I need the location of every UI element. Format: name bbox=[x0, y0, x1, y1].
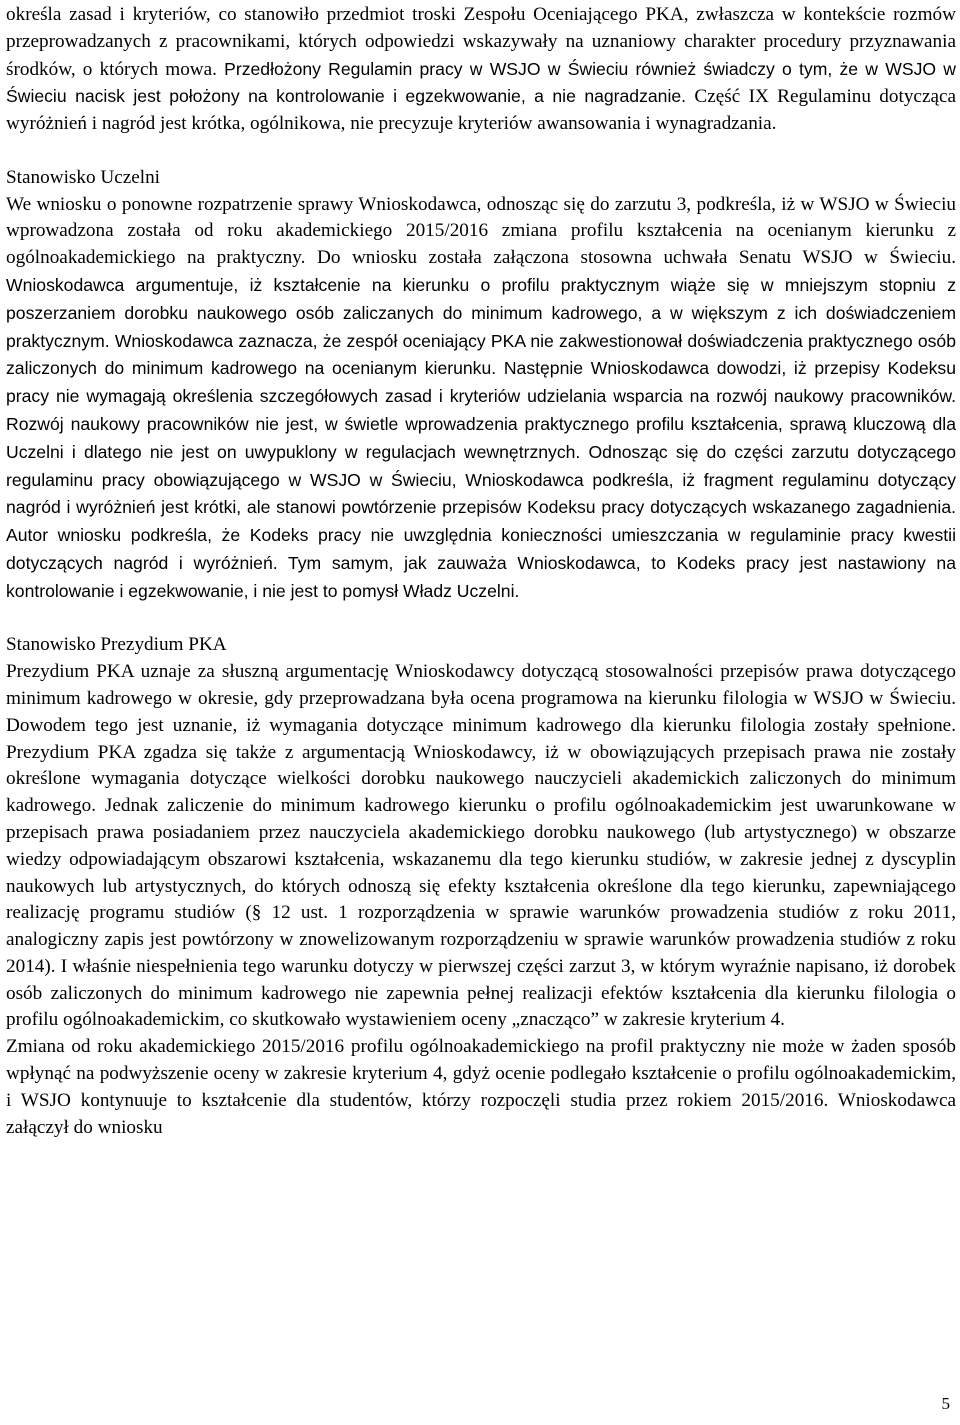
intro-text-part2: Przedłożony Regulamin pracy w WSJO w Świeciu również świadczy o tym, że w WSJO w Świeciu nacisk jest położony na kontrolowanie i egzekwowanie, a nie nagradzanie. bbox=[6, 58, 957, 107]
section-paragraph-prezydium-1: Prezydium PKA uznaje za słuszną argumentację Wnioskodawcy dotyczącą stosowalności przepisów prawa dotyczącego minimum kadrowego w okresie, gdy przeprowadzana była ocena programowa na kierunku filologia w WSJO w Świeciu. Dowodem tego jest uznanie, iż wymagania dotyczące minimum kadrowego dla kierunku filologia zostały spełnione. Prezydium PKA zgadza się także z argumentacją Wnioskodawcy, iż w obowiązujących przepisach prawa nie zostały określone wymagania dotyczące wielkości dorobku naukowego nauczycieli akademickich zaliczonych do minimum kadrowego. Jednak zaliczenie do minimum kadrowego kierunku o profilu ogólnoakademickim jest uwarunkowane w przepisach prawa posiadaniem przez nauczyciela akademickiego dorobku naukowego (lub artystycznego) w obszarze wiedzy odpowiadającym obszarowi kształcenia, wskazanemu dla tego kierunku studiów, w zakresie jednej z dyscyplin naukowych lub artystycznych, do których odnoszą się efekty kształcenia określone dla tego kierunku, zapewniającego realizację programu studiów (§ 12 ust. 1 rozporządzenia w sprawie warunków prowadzenia studiów z roku 2011, analogiczny zapis jest powtórzony w znowelizowanym rozporządzeniu w sprawie warunków prowadzenia studiów z roku 2014). I właśnie niespełnienia tego warunku dotyczy w pierwszej części zarzut 3, w którym wyraźnie napisano, iż dorobek osób zaliczonych do minimum kadrowego nie zapewnia pełnej realizacji efektów kształcenia dla kierunku filologia o profilu ogólnoakademickim, co skutkowało wystawieniem oceny „znacząco” w zakresie kryterium 4. bbox=[6, 661, 956, 1031]
document-page bbox=[6, 2, 956, 1141]
uczelnia-text-part1: We wniosku o ponowne rozpatrzenie sprawy Wnioskodawca, odnosząc się do zarzutu 3, podkreśla, iż w WSJO w Świeciu wprowadzona została od roku akademickiego 2015/2016 zmiana profilu kształcenia na ocenianym kierunku z ogólnoakademickiego na praktyczny. Do wniosku została załączona stosowna uchwała Senatu WSJO w Świeciu. bbox=[6, 193, 956, 269]
uczelnia-text-part2: Wnioskodawca argumentuje, iż kształcenie na kierunku o profilu praktycznym wiąże się w mniejszym stopniu z poszerzaniem dorobku naukowego osób zaliczanych do minimum kadrowego, a w większym z ich doświadczeniem praktycznym. Wnioskodawca zaznacza, że zespół oceniający PKA nie zakwestionował doświadczenia praktycznego osób zaliczonych do minimum kadrowego na ocenianym kierunku. Następnie Wnioskodawca dowodzi, iż przepisy Kodeksu pracy nie wymagają określenia szczegółowych zasad i kryteriów udzielania wsparcia na rozwój naukowy pracowników. Rozwój naukowy pracowników nie jest, w świetle wprowadzenia praktycznego profilu kształcenia, sprawą kluczową dla Uczelni i dlatego nie jest on uwypuklony w regulacjach wewnętrznych. Odnosząc się do części zarzutu dotyczącego regulaminu pracy obowiązującego w WSJO w Świeciu, Wnioskodawca podkreśla, iż fragment regulaminu dotyczący nagród i wyróżnień jest krótki, ale stanowi powtórzenie przepisów Kodeksu pracy dotyczących wskazanego zagadnienia. Autor wniosku podkreśla, że Kodeks pracy nie uwzględnia konieczności umieszczania w regulaminie pracy kwestii dotyczących nagród i wyróżnień. Tym samym, jak zauważa Wnioskodawca, to Kodeks pracy jest nastawiony na kontrolowanie i egzekwowanie, i nie jest to pomysł Władz Uczelni. bbox=[6, 274, 956, 601]
page-number: 5 bbox=[941, 1394, 950, 1413]
section-heading-prezydium: Stanowisko Prezydium PKA bbox=[6, 634, 227, 656]
paragraph-gap bbox=[6, 138, 956, 165]
intro-text-part1: określa zasad i kryteriów, co stanowiło przedmiot troski Zespołu Oceniającego PKA, zwłaszcza w kontekście rozmów przeprowadzanych z pracownikami, których odpowiedzi wskazywały na uznaniowy charakter procedury przyznawania środków, o których mowa. bbox=[6, 4, 956, 80]
section-heading-uczelnia: Stanowisko Uczelni bbox=[6, 166, 161, 188]
paragraph-gap bbox=[6, 606, 956, 633]
intro-text-part3: Część IX Regulaminu dotycząca wyróżnień i nagród jest krótka, ogólnikowa, nie precyzuje kryteriów awansowania i wynagradzania. bbox=[6, 86, 957, 135]
section-paragraph-uczelnia bbox=[6, 192, 956, 606]
intro-paragraph bbox=[6, 2, 956, 138]
section-paragraph-prezydium-2: Zmiana od roku akademickiego 2015/2016 profilu ogólnoakademickiego na profil praktyczny nie może w żaden sposób wpłynąć na podwyższenie oceny w zakresie kryterium 4, gdyż ocenie podlegało kształcenie o profilu ogólnoakademickim, i WSJO kontynuuje to kształcenie dla studentów, którzy rozpoczęli studia przez rokiem 2015/2016. Wnioskodawca załączył do wniosku bbox=[6, 1036, 956, 1138]
